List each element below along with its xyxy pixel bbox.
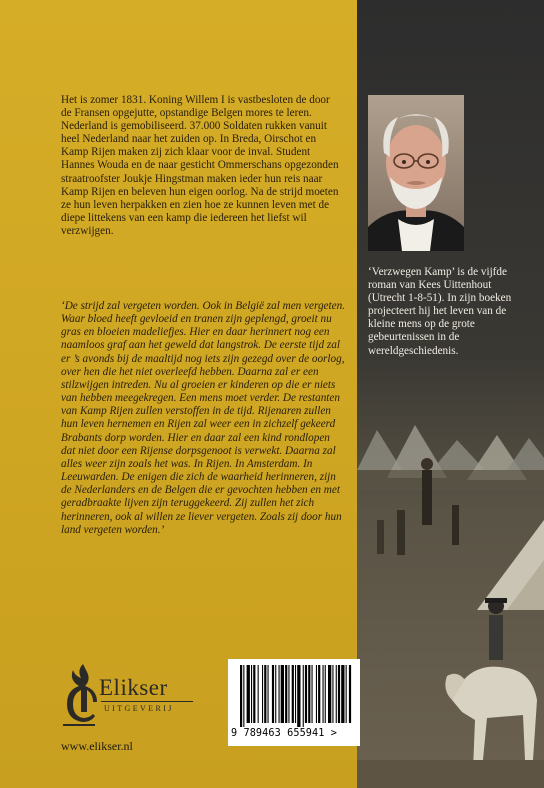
barcode-bar	[323, 665, 324, 723]
barcode-bar	[258, 665, 259, 723]
barcode-bar	[303, 665, 304, 727]
author-photo	[368, 95, 464, 251]
synopsis-text: Het is zomer 1831. Koning Willem I is vastbesloten de door de Fransen opgejutte, opstandige Belgen mores te leren. Nederland is gemobiliseerd. 37.000 Soldaten rukken vanuit heel Nederland naar het zuiden op. In Breda, Oirschot en Kamp Rijen maken zij zich klaar voor de inval. Student Hannes Wouda en de naar gesticht Ommerschans opgezonden straatroofster Joukje Hingstman maken ieder hun reis naar Kamp Rijen en beleven hun eigen oorlog. Na de strijd moeten ze hun leven herpakken en zien hoe ze kunnen leven met de diepe littekens van een kamp die iedereen het liefst wil verzwijgen.	[61, 94, 339, 237]
barcode-bar	[247, 665, 250, 723]
author-bio: ‘Verzwegen Kamp’ is de vijfde roman van Kees Uittenhout (Utrecht 1-8-51). In zijn boeken projecteert hij het leven van de kleine mens op de grote gebeurtenissen in de wereldgeschiedenis.	[368, 266, 512, 357]
barcode-bar	[341, 665, 344, 723]
barcode-bar	[336, 665, 337, 723]
barcode-bar	[312, 665, 313, 723]
barcode-bar	[240, 665, 242, 727]
publisher-logo-icon	[59, 660, 99, 730]
barcode-bar	[262, 665, 263, 723]
barcode-bar	[253, 665, 255, 723]
barcode-bar	[251, 665, 252, 723]
barcode-bar	[325, 665, 326, 723]
publisher-website[interactable]: www.elikser.nl	[61, 739, 133, 753]
barcode-bar	[338, 665, 340, 723]
publisher-name: Elikser	[99, 675, 168, 700]
logo-divider	[101, 701, 193, 702]
barcode	[228, 659, 360, 746]
barcode-bar	[285, 665, 287, 723]
isbn-number: 9 789463 655941 >	[231, 728, 337, 739]
publisher-subtitle: UITGEVERIJ	[104, 704, 174, 713]
barcode-bar	[297, 665, 300, 727]
barcode-bar	[316, 665, 317, 723]
barcode-bar	[288, 665, 289, 723]
barcode-bar	[268, 665, 269, 723]
barcode-bar	[243, 665, 244, 727]
barcode-bar	[264, 665, 266, 723]
barcode-bar	[272, 665, 274, 723]
barcode-bar	[328, 665, 331, 723]
publisher-logo	[59, 660, 199, 730]
barcode-bar	[318, 665, 320, 723]
barcode-bar	[292, 665, 294, 723]
barcode-bars	[228, 659, 360, 729]
barcode-bar	[295, 665, 296, 723]
barcode-bar	[346, 665, 347, 723]
barcode-bar	[275, 665, 276, 723]
barcode-bar	[279, 665, 280, 723]
barcode-bar	[308, 665, 310, 723]
barcode-bar	[332, 665, 333, 723]
barcode-bar	[349, 665, 351, 723]
excerpt-quote: ‘De strijd zal vergeten worden. Ook in België zal men vergeten. Waar bloed heeft gevloeid en tranen zijn geplengd, groeit nu gras en bloeien madeliefjes. Hier en daar herinnert nog een naamloos graf aan het geweld dat langstrok. De eerste tijd zal er ’s avonds bij de maaltijd nog iets zijn gezegd over de oorlog, over hen die het niet overleefd hebben. Daarna zal er een stilzwijgen intreden. Nu al groeien er kinderen op die er niets van hebben meegekregen. Een mens moet verder. De restanten van Kamp Rijen zullen verstoffen in de tijd. Rijenaren zullen hun leven hernemen en Rijen zal weer een in zichzelf gekeerd Brabants dorp worden. Hier en daar zal een kind rondlopen dat niet door een Rijense dorpsgenoot is verwekt. Daarna zal alles weer zijn zoals het was. In Rijen. In Amsterdam. In Leeuwarden. De enigen die zich de waarheid herinneren, zijn de Nederlanders en de Belgen die er gevochten hebben en met geradbraakte lijven zijn teruggekeerd. Zij zullen het zich herinneren, ook al willen ze liever vergeten. Zoals zij door hun land vergeten worden.’	[61, 300, 345, 536]
barcode-bar	[305, 665, 307, 723]
barcode-bar	[281, 665, 284, 723]
